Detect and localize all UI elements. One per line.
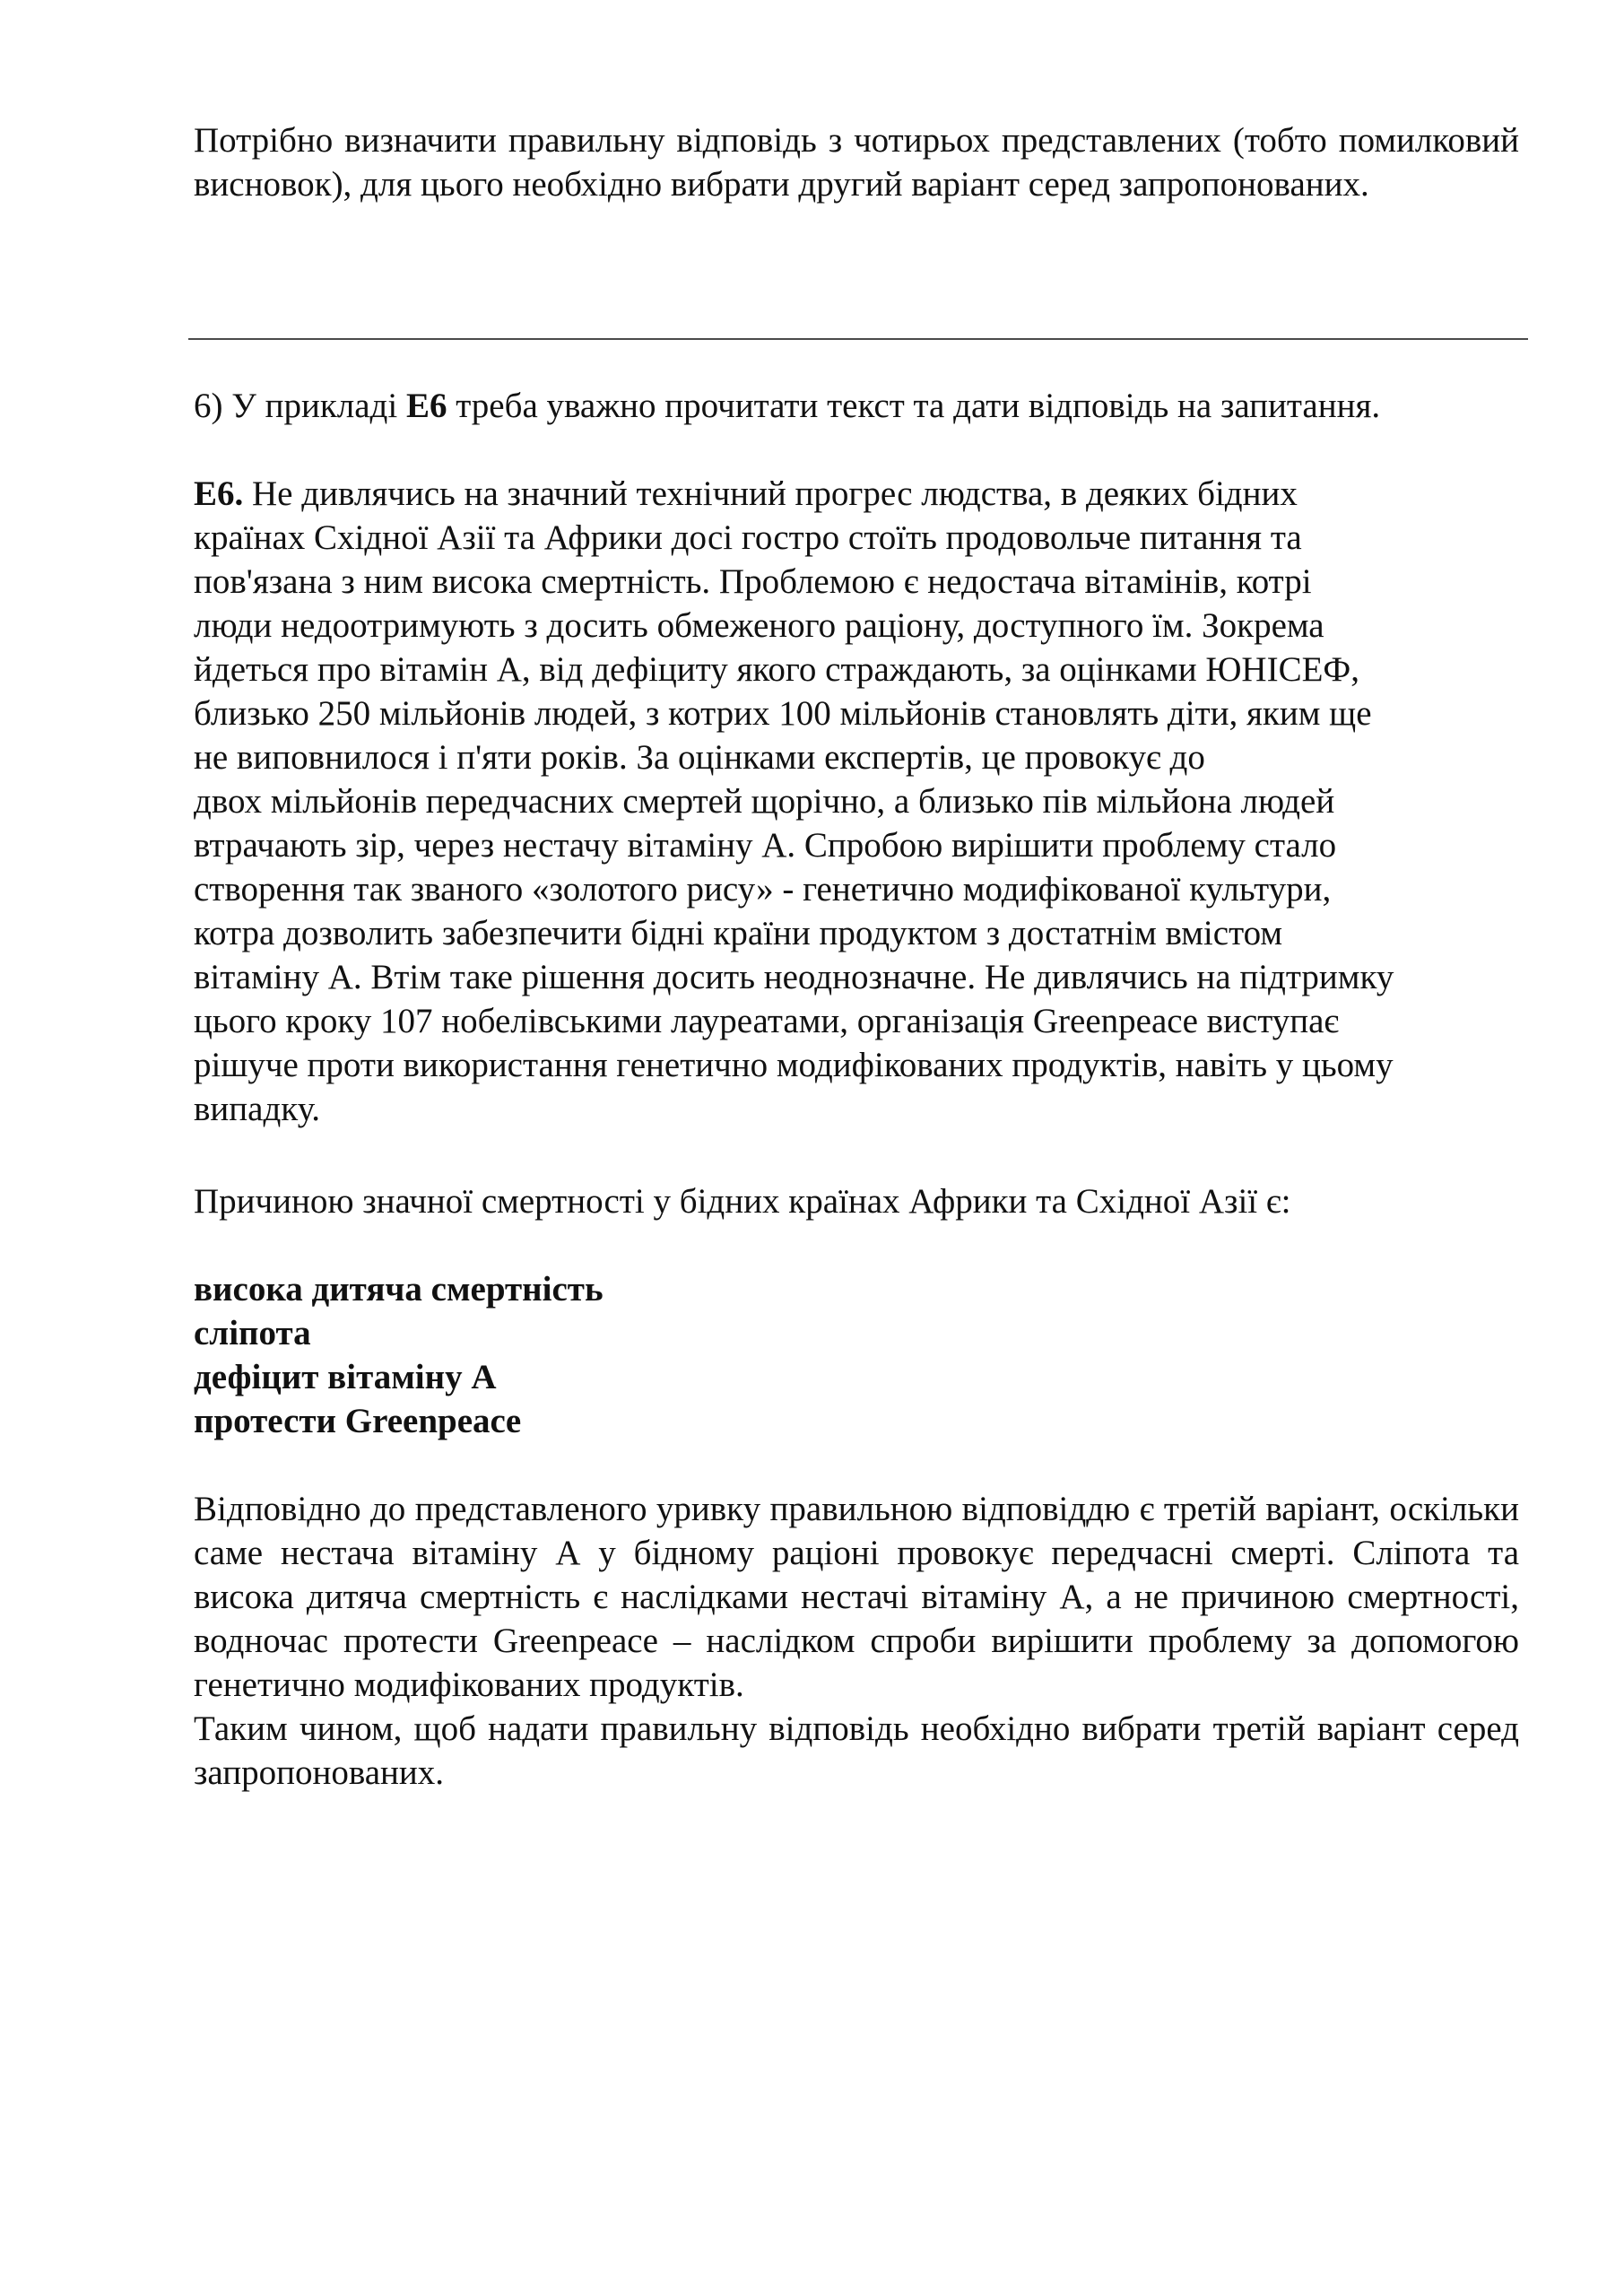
intro-paragraph: [194, 118, 1519, 206]
example-line: випадку.: [194, 1090, 321, 1128]
example-line: близько 250 мільйонів людей, з котрих 100 мільйонів становлять діти, яким ще: [194, 694, 1372, 733]
option-item: протести Greenpeace: [194, 1402, 522, 1440]
answer-conclusion: Таким чином, щоб надати правильну відповідь необхідно вибрати третій варіант серед запропонованих.: [194, 1709, 1519, 1792]
answer-paragraph: Відповідно до представленого уривку правильною відповіддю є третій варіант, оскільки саме нестача вітаміну А у бідному раціоні провокує передчасні смерті. Сліпота та висока дитяча смертність є наслідками нестачі вітаміну А, а не причиною смертності, водночас протести Greenpeace – наслідком спроби вирішити проблему за допомогою генетично модифікованих продуктів.: [194, 1490, 1519, 1704]
option-item: дефіцит вітаміну А: [194, 1358, 497, 1396]
example-line: рішуче проти використання генетично модифікованих продуктів, навіть у цьому: [194, 1046, 1394, 1084]
example-line: створення так званого «золотого рису» - генетично модифікованої культури,: [194, 870, 1332, 909]
example-line: цього кроку 107 нобелівськими лауреатами, організація Greenpeace виступає: [194, 1002, 1340, 1040]
answer-options: [194, 1267, 1090, 1443]
task-prefix: 6) У прикладі: [194, 387, 406, 425]
example-line: втрачають зір, через нестачу вітаміну А. Спробою вирішити проблему стало: [194, 826, 1337, 865]
example-line: вітаміну А. Втім таке рішення досить неоднозначне. Не дивлячись на підтримку: [194, 958, 1394, 996]
task-suffix: треба уважно прочитати текст та дати відповідь на запитання.: [447, 387, 1381, 425]
example-line: країнах Східної Азії та Африки досі гостро стоїть продовольче питання та: [194, 518, 1302, 557]
example-line: Е6. Не дивлячись на значний технічний прогрес людства, в деяких бідних: [194, 474, 1298, 513]
example-line: не виповнилося і п'яти років. За оцінками експертів, це провокує до: [194, 738, 1205, 777]
question-text: Причиною значної смертності у бідних країнах Африки та Східної Азії є:: [194, 1182, 1291, 1221]
example-line: йдеться про вітамін А, від дефіциту якого страждають, за оцінками ЮНІСЕФ,: [194, 650, 1359, 689]
example-line: котра дозволить забезпечити бідні країни продуктом з достатнім вмістом: [194, 914, 1283, 952]
option-item: сліпота: [194, 1314, 311, 1352]
intro-text: Потрібно визначити правильну відповідь з чотирьох представлених (тобто помилковий висновок), для цього необхідно вибрати другий варіант серед запропонованих.: [194, 121, 1519, 204]
answer-explanation: [194, 1487, 1519, 1795]
example-line: люди недоотримують з досить обмеженого раціону, доступного їм. Зокрема: [194, 606, 1324, 645]
section-divider: [188, 338, 1528, 340]
example-label: Е6.: [194, 474, 244, 513]
task-instruction: [194, 384, 1539, 428]
task-code: Е6: [406, 387, 447, 425]
example-line: двох мільйонів передчасних смертей щорічно, а близько пів мільйона людей: [194, 782, 1335, 821]
example-line: пов'язана з ним висока смертність. Проблемою є недостача вітамінів, котрі: [194, 562, 1312, 601]
example-passage: [194, 472, 1539, 1131]
option-item: висока дитяча смертність: [194, 1270, 604, 1309]
